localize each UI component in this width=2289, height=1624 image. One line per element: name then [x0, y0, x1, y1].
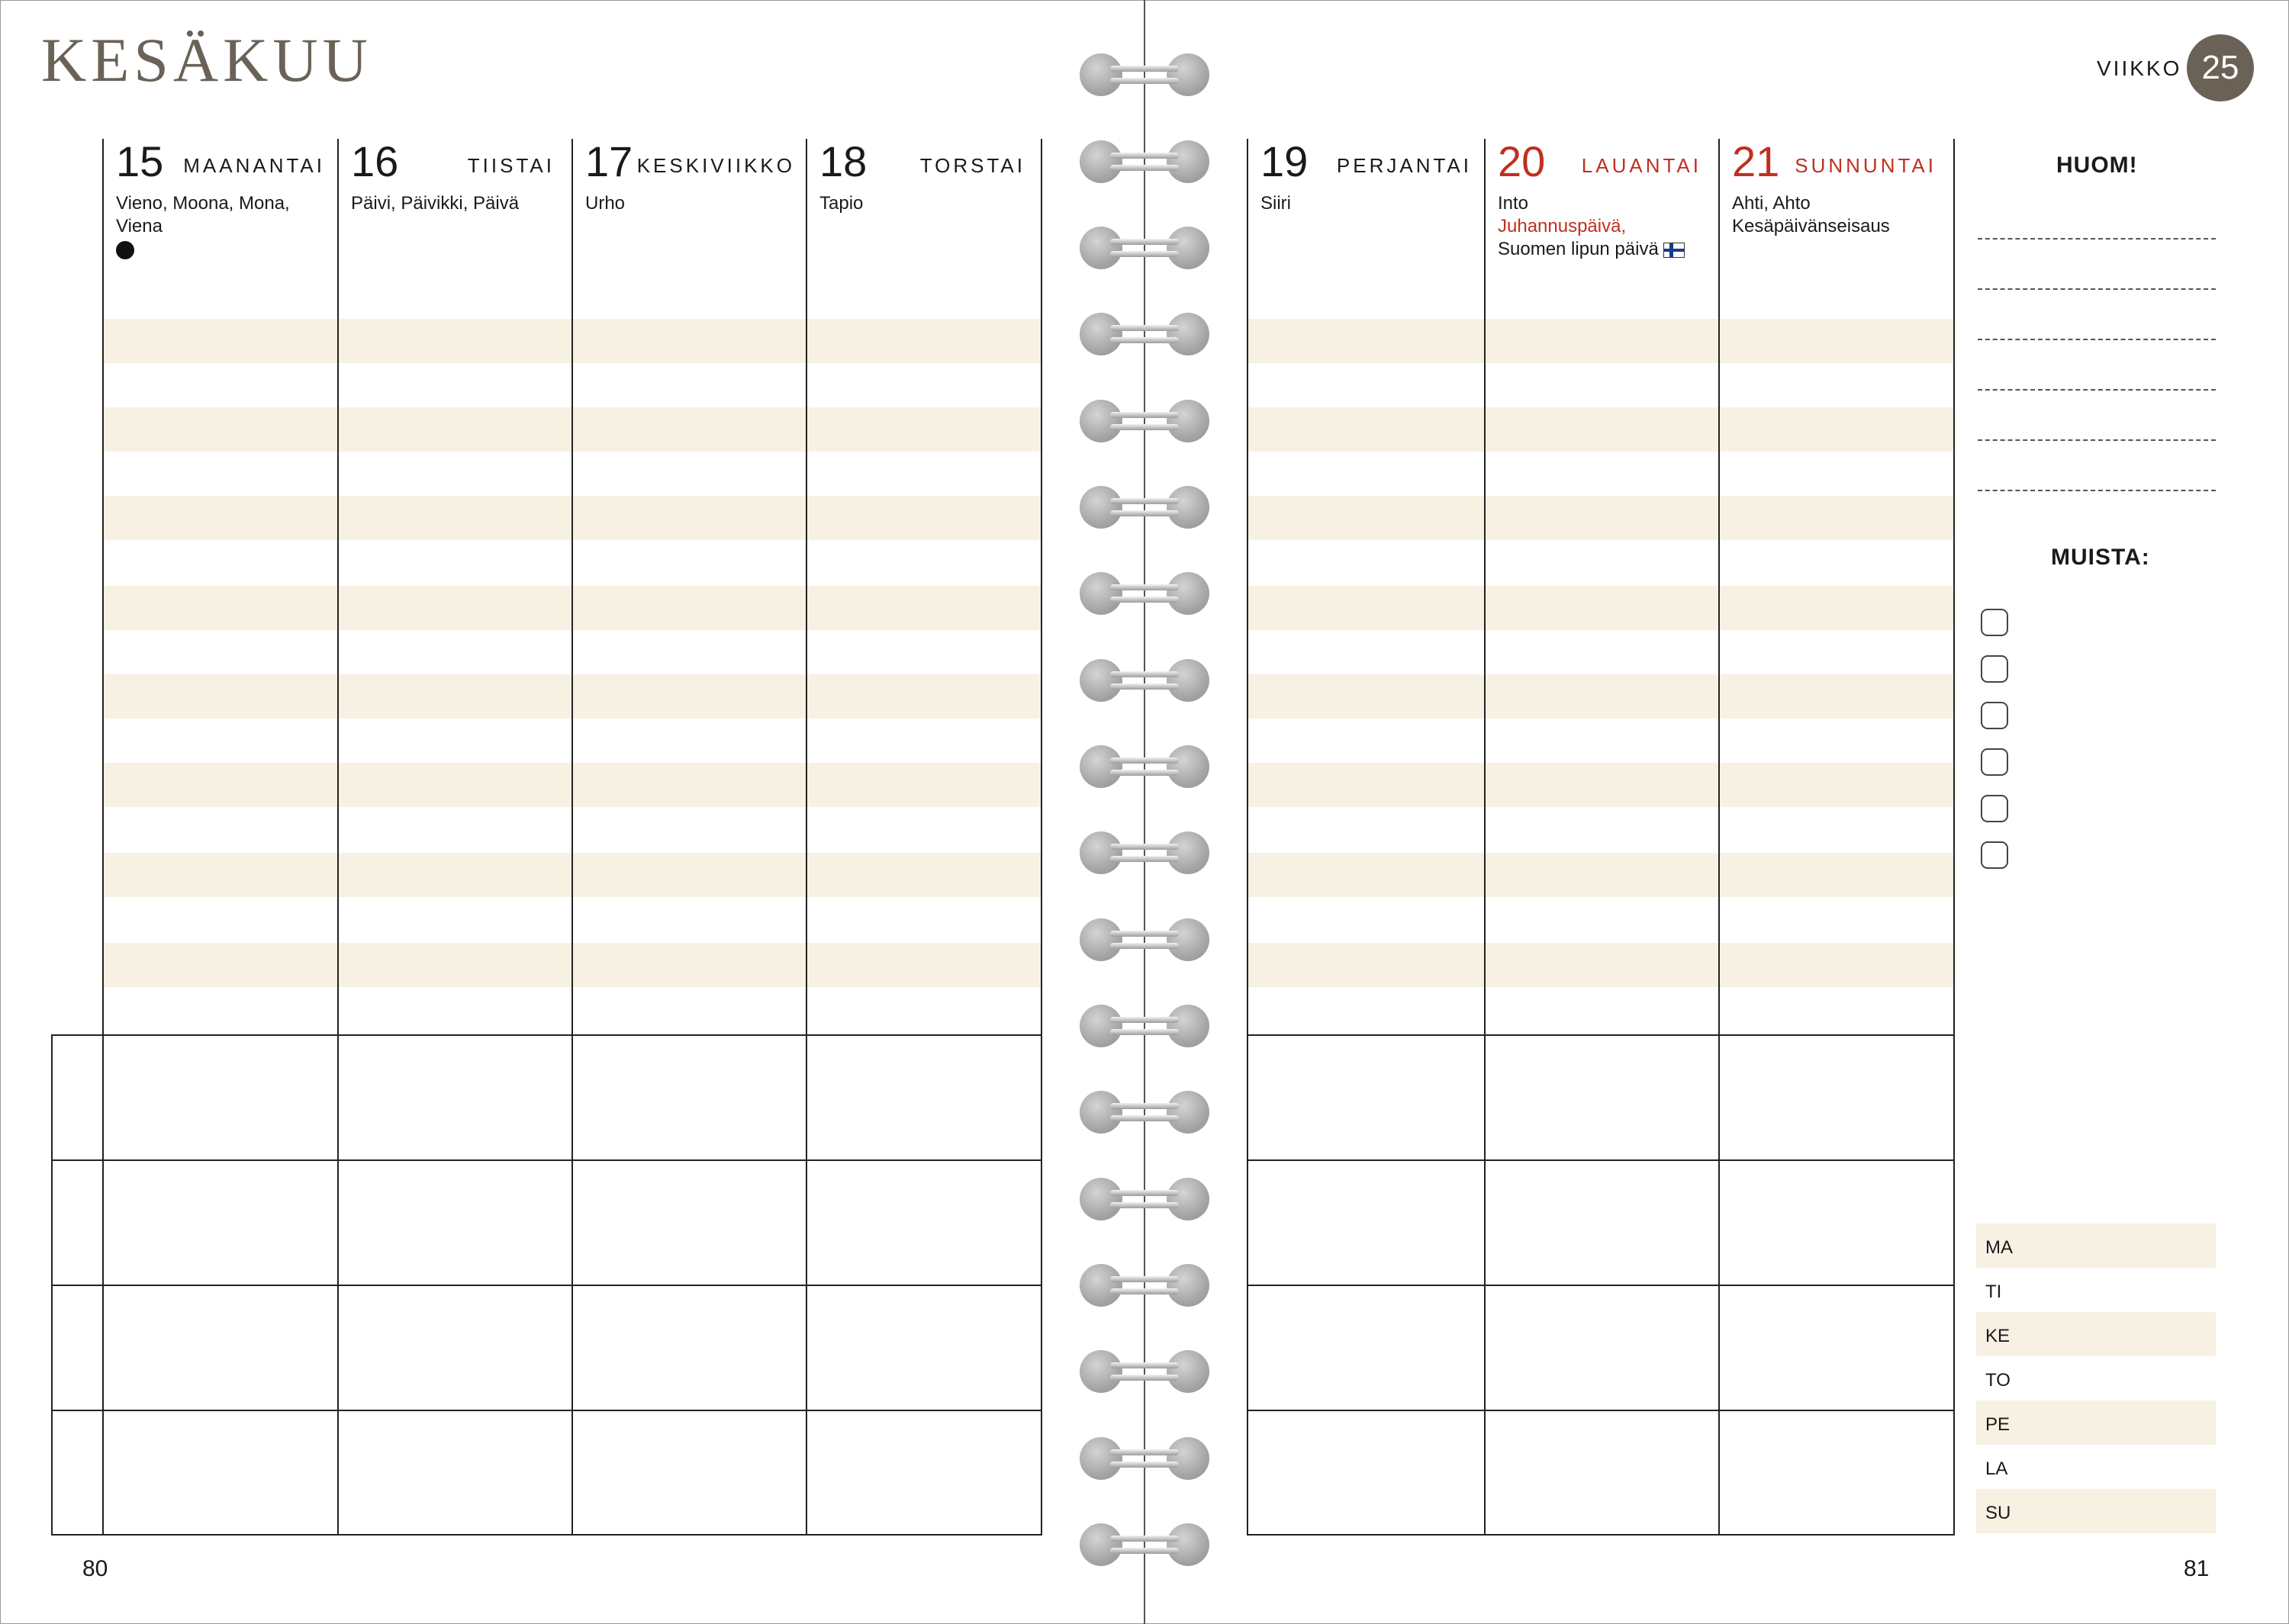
- day-number: 17: [585, 137, 633, 185]
- ring: [1080, 1437, 1209, 1480]
- ring: [1080, 831, 1209, 874]
- weekday-row[interactable]: TO: [1985, 1370, 2011, 1391]
- todo-checkbox[interactable]: [1981, 609, 2008, 636]
- day-column-21[interactable]: [1720, 139, 1953, 291]
- day-column-16[interactable]: [339, 139, 571, 291]
- name-day-list: Ahti, Ahto Kesäpäivänseisaus: [1732, 193, 1890, 236]
- weekday-row[interactable]: LA: [1985, 1458, 2008, 1479]
- finnish-flag-icon: [1663, 243, 1685, 258]
- ring: [1080, 313, 1209, 355]
- day-name: LAUANTAI: [1581, 154, 1701, 177]
- ring: [1080, 659, 1209, 702]
- ring: [1080, 1091, 1209, 1134]
- todo-checkbox[interactable]: [1981, 841, 2008, 869]
- ring: [1080, 486, 1209, 529]
- full-moon-icon: [116, 241, 134, 259]
- ring: [1080, 918, 1209, 961]
- remember-title: MUISTA:: [2051, 545, 2150, 570]
- day-number: 15: [116, 137, 164, 185]
- todo-checkbox[interactable]: [1981, 702, 2008, 729]
- name-day-list: Vieno, Moona, Mona, Viena: [116, 192, 328, 265]
- day-name: PERJANTAI: [1336, 154, 1472, 177]
- day-name: SUNNUNTAI: [1795, 154, 1936, 177]
- week-label: VIIKKO: [2097, 56, 2182, 80]
- ring: [1080, 572, 1209, 615]
- day-name: TIISTAI: [467, 154, 555, 177]
- ring: [1080, 227, 1209, 269]
- day-number: 16: [351, 137, 399, 185]
- weekday-row[interactable]: SU: [1976, 1489, 2216, 1533]
- ring: [1080, 1264, 1209, 1307]
- week-number-badge: 25: [2187, 34, 2254, 101]
- todo-checkbox[interactable]: [1981, 655, 2008, 683]
- weekday-row[interactable]: MA: [1976, 1224, 2216, 1268]
- todo-checkbox[interactable]: [1981, 795, 2008, 822]
- day-name: MAANANTAI: [183, 154, 325, 177]
- day-column-18[interactable]: [807, 139, 1041, 291]
- name-day-list: Urho: [585, 193, 626, 214]
- ring: [1080, 1005, 1209, 1047]
- notes-title: HUOM!: [2056, 153, 2138, 178]
- weekday-row[interactable]: TI: [1985, 1282, 2002, 1302]
- day-column-15[interactable]: [104, 139, 337, 291]
- ring: [1080, 1178, 1209, 1220]
- name-day-list: Päivi, Päivikki, Päivä: [351, 193, 520, 214]
- ring: [1080, 53, 1209, 96]
- month-title: KESÄKUU: [41, 25, 372, 95]
- name-day-list: Into Juhannuspäivä, Suomen lipun päivä: [1498, 192, 1709, 261]
- day-column-17[interactable]: [573, 139, 806, 291]
- flag-day-label: Suomen lipun päivä: [1498, 239, 1659, 259]
- page-number-left: 80: [82, 1556, 108, 1581]
- page-number-right: 81: [2184, 1556, 2210, 1581]
- day-number: 18: [819, 137, 868, 185]
- day-number: 21: [1732, 137, 1780, 185]
- day-name: TORSTAI: [919, 154, 1025, 177]
- name-day-list: Siiri: [1260, 193, 1291, 214]
- ring: [1080, 400, 1209, 442]
- weekday-row[interactable]: PE: [1976, 1400, 2216, 1445]
- ring: [1080, 1350, 1209, 1393]
- day-number: 20: [1498, 137, 1546, 185]
- day-column-19[interactable]: [1248, 139, 1484, 291]
- ring: [1080, 140, 1209, 183]
- holiday-label: Juhannuspäivä,: [1498, 216, 1627, 236]
- weekday-row[interactable]: KE: [1976, 1312, 2216, 1356]
- day-column-20[interactable]: [1486, 139, 1718, 291]
- day-number: 19: [1260, 137, 1309, 185]
- todo-checkbox[interactable]: [1981, 748, 2008, 776]
- ring: [1080, 1523, 1209, 1566]
- name-day-list: Tapio: [819, 193, 864, 214]
- day-name: KESKIVIIKKO: [636, 154, 795, 177]
- ring: [1080, 745, 1209, 788]
